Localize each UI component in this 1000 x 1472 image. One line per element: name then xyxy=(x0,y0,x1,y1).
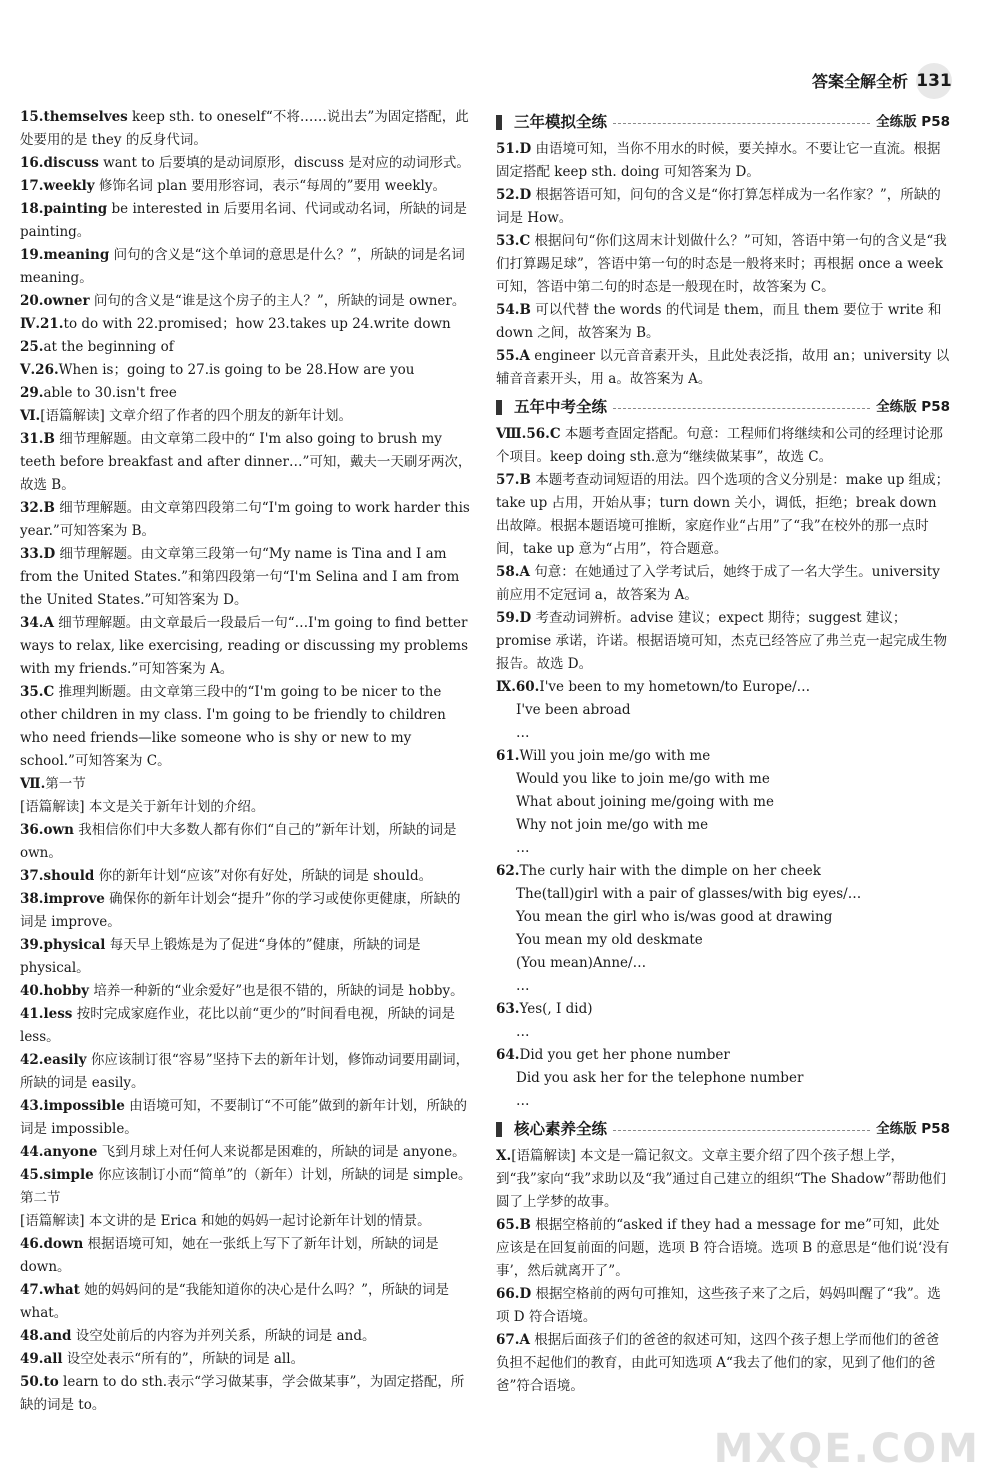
section-badge: 全练版 P58 xyxy=(876,113,950,130)
answer-entry xyxy=(20,1210,472,1233)
answer-entry xyxy=(20,1003,472,1049)
answer-alternative: … xyxy=(516,978,530,994)
answer-number: 38.improve xyxy=(20,891,105,907)
answer-text: 本题考查固定搭配。句意：工程师们将继续和公司的经理讨论那个项目。keep doing sth.意为“继续做某事”，故选 C。 xyxy=(496,426,943,465)
answer-text: 她的妈妈问的是“我能知道你的决心是什么吗？”，所缺的词是 what。 xyxy=(20,1282,449,1321)
answer-alternative: You mean my old deskmate xyxy=(516,932,703,948)
answer-text: [语篇解读] 本文讲的是 Erica 和她的妈妈一起讨论新年计划的情景。 xyxy=(20,1213,431,1229)
answer-number: 15.themselves xyxy=(20,109,128,125)
answer-entry xyxy=(20,152,472,175)
answer-number: 31.B xyxy=(20,431,55,447)
answer-alternative: (You mean)Anne/… xyxy=(516,955,647,971)
dashed-divider xyxy=(613,408,870,409)
answer-alternative: … xyxy=(516,1024,530,1040)
answer-text: 问句的含义是“这个单词的意思是什么？”，所缺的词是名词 meaning。 xyxy=(20,247,465,286)
answer-text: [语篇解读] 本文是关于新年计划的介绍。 xyxy=(20,799,265,815)
answer-entry xyxy=(496,561,950,607)
answer-text: 根据答语可知，问句的含义是“你打算怎样成为一名作家？”，所缺的词是 How。 xyxy=(496,187,941,226)
answer-entry xyxy=(20,819,472,865)
answer-text: 根据语境可知，她在一张纸上写下了新年计划，所缺的词是 down。 xyxy=(20,1236,439,1275)
answer-text: 按时完成家庭作业，花比以前“更少的”时间看电视，所缺的词是 less。 xyxy=(20,1006,455,1045)
answer-entry xyxy=(20,681,472,773)
answer-text: 句意：在她通过了入学考试后，她终于成了一名大学生。university 前应用不定冠词 a，故答案为 A。 xyxy=(496,564,940,603)
answer-number: 65.B xyxy=(496,1217,531,1233)
section-header-wunian xyxy=(496,395,950,419)
answer-entry xyxy=(496,860,950,883)
answer-text: 根据空格前的“asked if they had a message for me”可知，此处应该是在回复前面的问题，选项 B 符合语境。选项 B 的意思是“他们说‘没有事’，然后就离开了”。 xyxy=(496,1217,950,1279)
answer-entry xyxy=(496,469,950,561)
answer-number: 33.D xyxy=(20,546,56,562)
answer-text: Yes(, I did) xyxy=(519,1001,593,1017)
answer-text: 根据问句“你们这周末计划做什么？”可知，答语中第一句的含义是“我们打算踢足球”，答语中第一句的时态是一般将来时；再根据 once a week 可知，答语中第二句的时态是一般现在时，故答案为 C。 xyxy=(496,233,947,295)
section-bar-icon xyxy=(496,1122,502,1137)
answer-text: The curly hair with the dimple on her cheek xyxy=(519,863,821,879)
answer-text: 你的新年计划“应该”对你有好处，所缺的词是 should。 xyxy=(94,868,433,884)
answer-number: 29. xyxy=(20,385,44,401)
answer-text: 你应该制订很“容易”坚持下去的新年计划，修饰动词要用副词，所缺的词是 easily。 xyxy=(20,1052,470,1091)
answer-number: 63. xyxy=(496,1001,520,1017)
answer-entry xyxy=(496,138,950,184)
answer-number: 61. xyxy=(496,748,520,764)
answer-number: Ⅳ.21. xyxy=(20,316,64,332)
answer-text: 由语境可知，不要制订“不可能”做到的新年计划，所缺的词是 impossible。 xyxy=(20,1098,467,1137)
answer-entry xyxy=(20,175,472,198)
answer-entry xyxy=(20,543,472,612)
answer-number: 19.meaning xyxy=(20,247,110,263)
answer-entry xyxy=(20,1233,472,1279)
answer-number: 43.impossible xyxy=(20,1098,125,1114)
right-column xyxy=(496,106,950,1398)
answer-number: 46.down xyxy=(20,1236,84,1252)
answer-text: 我相信你们中大多数人都有你们“自己的”新年计划，所缺的词是 own。 xyxy=(20,822,457,861)
answer-text: 细节理解题。由文章第二段中的“ I'm also going to brush my teeth before breakfast and after dinner…”可知，戴夫一天刷牙两次，故选 B。 xyxy=(20,431,472,493)
answer-number: 62. xyxy=(496,863,520,879)
answer-text: be interested in 后要用名词、代词或动名词，所缺的词是 painting。 xyxy=(20,201,467,240)
answer-number: 32.B xyxy=(20,500,55,516)
answer-alternative: Why not join me/go with me xyxy=(516,817,709,833)
answer-text: Did you get her phone number xyxy=(519,1047,730,1063)
answer-entry xyxy=(20,405,472,428)
answer-alternative: You mean the girl who is/was good at drawing xyxy=(516,909,833,925)
answer-entry xyxy=(20,865,472,888)
section-title: 五年中考全练 xyxy=(514,397,608,416)
page-header xyxy=(812,64,952,98)
answer-number: 54.B xyxy=(496,302,531,318)
answer-number: 34.A xyxy=(20,615,54,631)
answer-entry xyxy=(496,1044,950,1067)
answer-entry xyxy=(20,382,472,405)
answer-number: Ⅴ.26. xyxy=(20,362,59,378)
answer-number: 44.anyone xyxy=(20,1144,98,1160)
answer-number: 53.C xyxy=(496,233,531,249)
answer-text: 根据后面孩子们的爸爸的叙述可知，这四个孩子想上学而他们的爸爸负担不起他们的教育，由此可知选项 A“我去了他们的家，见到了他们的爸爸”符合语境。 xyxy=(496,1332,940,1394)
answer-number: 57.B xyxy=(496,472,531,488)
answer-number: 52.D xyxy=(496,187,532,203)
answer-text: keep sth. to oneself“不将……说出去”为固定搭配，此处要用的是 they 的反身代词。 xyxy=(20,109,469,148)
answer-entry xyxy=(20,796,472,819)
answer-alternative: I've been abroad xyxy=(516,702,631,718)
answer-entry xyxy=(20,313,472,336)
answer-entry xyxy=(20,980,472,1003)
section-badge: 全练版 P58 xyxy=(876,1120,950,1137)
answer-text: engineer 以元音音素开头，且此处表泛指，故用 an；university 以辅音音素开头，用 a。故答案为 A。 xyxy=(496,348,950,387)
answer-text: Will you join me/go with me xyxy=(519,748,711,764)
answer-entry xyxy=(496,423,950,469)
answer-entry xyxy=(20,290,472,313)
answer-text: 飞到月球上对任何人来说都是困难的，所缺的词是 anyone。 xyxy=(97,1144,466,1160)
answer-entry xyxy=(496,607,950,676)
answer-number: 16.discuss xyxy=(20,155,99,171)
answer-text: 第二节 xyxy=(20,1190,61,1206)
answer-number: 42.easily xyxy=(20,1052,87,1068)
answer-entry xyxy=(20,1187,472,1210)
answer-entry xyxy=(20,1371,472,1417)
answer-entry xyxy=(20,106,472,152)
answer-text: learn to do sth.表示“学习做某事，学会做某事”，为固定搭配，所缺的词是 to。 xyxy=(20,1374,465,1413)
answer-number: 20.owner xyxy=(20,293,90,309)
answer-text: 本题考查动词短语的用法。四个选项的含义分别是：make up 组成；take up 占用，开始从事；turn down 关小，调低，拒绝；break down 出故障。根据本题语境可推断，家庭作业“占用”了“我”在校外的那一点时间，take up 意为“占用”，符合题意。 xyxy=(496,472,950,557)
answer-number: 45.simple xyxy=(20,1167,94,1183)
answer-number: 37.should xyxy=(20,868,95,884)
answer-text: to do with 22.promised；how 23.takes up 24.write down xyxy=(63,316,451,332)
answer-text: 考查动词辨析。advise 建议；expect 期待；suggest 建议；promise 承诺，许诺。根据语境可知，杰克已经答应了弗兰克一起完成生物报告。故选 D。 xyxy=(496,610,948,672)
answer-entry xyxy=(20,198,472,244)
answer-alternative: … xyxy=(516,1093,530,1109)
answer-text: 细节理解题。由文章第四段第二句“I'm going to work harder this year.”可知答案为 B。 xyxy=(20,500,470,539)
answer-entry xyxy=(20,1348,472,1371)
section-header-hexin xyxy=(496,1117,950,1141)
answer-text: 设空处表示“所有的”，所缺的词是 all。 xyxy=(62,1351,305,1367)
answer-number: 59.D xyxy=(496,610,532,626)
answer-entry xyxy=(20,888,472,934)
answer-entry xyxy=(20,1279,472,1325)
answer-alternative: The(tall)girl with a pair of glasses/with big eyes/… xyxy=(516,886,862,902)
answer-text: 细节理解题。由文章第三段第一句“My name is Tina and I am from the United States.”和第四段第一句“I'm Selina and I am from the United States.”可知答案为 D。 xyxy=(20,546,460,608)
answer-text: [语篇解读] 本文是一篇记叙文。文章主要介绍了四个孩子想上学，到“我”家向“我”求助以及“我”通过自己建立的组织“The Shadow”帮助他们圆了上学梦的故事。 xyxy=(496,1148,947,1210)
answer-number: Ⅹ. xyxy=(496,1148,512,1164)
answer-entry xyxy=(20,428,472,497)
answer-entry xyxy=(496,745,950,768)
answer-text: able to 30.isn't free xyxy=(43,385,177,401)
answer-entry xyxy=(20,244,472,290)
answer-entry xyxy=(496,345,950,391)
answer-entry xyxy=(496,1329,950,1398)
answer-number: 18.painting xyxy=(20,201,108,217)
left-column xyxy=(20,106,472,1417)
answer-entry xyxy=(496,230,950,299)
answer-entry xyxy=(20,612,472,681)
answer-entry xyxy=(20,497,472,543)
answer-number: 47.what xyxy=(20,1282,80,1298)
answer-text: 可以代替 the words 的代词是 them，而且 them 要位于 write 和 down 之间，故答案为 B。 xyxy=(496,302,942,341)
answer-number: 64. xyxy=(496,1047,520,1063)
answer-text: 每天早上锻炼是为了促进“身体的”健康，所缺的词是 physical。 xyxy=(20,937,421,976)
answer-number: 36.own xyxy=(20,822,74,838)
answer-entry xyxy=(20,336,472,359)
answer-text: 问句的含义是“谁是这个房子的主人？”，所缺的词是 owner。 xyxy=(89,293,466,309)
answer-number: 25. xyxy=(20,339,44,355)
answer-alternative: … xyxy=(516,840,530,856)
answer-number: Ⅵ. xyxy=(20,408,41,424)
answer-number: 41.less xyxy=(20,1006,73,1022)
dashed-divider xyxy=(613,1130,870,1131)
answer-entry xyxy=(496,184,950,230)
answer-text: 细节理解题。由文章最后一段最后一句“…I'm going to find better ways to relax, like exercising, reading or discussing my problems with my friends.”可知答案为 A。 xyxy=(20,615,468,677)
answer-text: When is；going to 27.is going to be 28.How are you xyxy=(58,362,415,378)
answer-text: I've been to my hometown/to Europe/… xyxy=(539,679,811,695)
watermark: MXQE.COM xyxy=(713,1426,980,1472)
answer-text: 设空处前后的内容为并列关系，所缺的词是 and。 xyxy=(71,1328,376,1344)
section-bar-icon xyxy=(496,400,502,415)
answer-entry xyxy=(20,1164,472,1187)
answer-text: at the beginning of xyxy=(43,339,174,355)
section-bar-icon xyxy=(496,115,502,130)
answer-entry xyxy=(496,1145,950,1214)
answer-text: 推理判断题。由文章第三段中的“I'm going to be nicer to the other children in my class. I'm going to be friendly to children who need friends—like someone who is shy or new to my school.”可知答案为 C。 xyxy=(20,684,446,769)
answer-entry xyxy=(20,1141,472,1164)
answer-number: 50.to xyxy=(20,1374,59,1390)
page-number: 131 xyxy=(916,63,952,99)
answer-entry xyxy=(20,359,472,382)
answer-number: 66.D xyxy=(496,1286,532,1302)
header-title: 答案全解全析 xyxy=(811,71,908,91)
answer-entry xyxy=(20,1095,472,1141)
answer-text: 你应该制订小而“简单”的（新年）计划，所缺的词是 simple。 xyxy=(93,1167,472,1183)
answer-number: Ⅸ.60. xyxy=(496,679,540,695)
answer-number: 51.D xyxy=(496,141,532,157)
answer-number: Ⅶ. xyxy=(20,776,46,792)
section-title: 三年模拟全练 xyxy=(514,112,608,131)
section-header-sannian xyxy=(496,110,950,134)
answer-alternative: Did you ask her for the telephone number xyxy=(516,1070,804,1086)
answer-alternative: What about joining me/going with me xyxy=(516,794,774,810)
answer-entry xyxy=(496,1283,950,1329)
dashed-divider xyxy=(613,123,870,124)
answer-number: 17.weekly xyxy=(20,178,95,194)
section-badge: 全练版 P58 xyxy=(876,398,950,415)
answer-text: 根据空格前的两句可推知，这些孩子来了之后，妈妈叫醒了“我”。选项 D 符合语境。 xyxy=(496,1286,941,1325)
answer-number: 49.all xyxy=(20,1351,63,1367)
answer-entry xyxy=(20,934,472,980)
answer-number: 58.A xyxy=(496,564,530,580)
answer-entry xyxy=(20,1049,472,1095)
answer-number: 39.physical xyxy=(20,937,106,953)
answer-entry xyxy=(20,773,472,796)
answer-text: [语篇解读] 文章介绍了作者的四个朋友的新年计划。 xyxy=(40,408,353,424)
answer-number: 55.A xyxy=(496,348,530,364)
answer-text: 确保你的新年计划会“提升”你的学习或使你更健康，所缺的词是 improve。 xyxy=(20,891,461,930)
answer-text: 培养一种新的“业余爱好”也是很不错的，所缺的词是 hobby。 xyxy=(89,983,464,999)
answer-entry xyxy=(496,1214,950,1283)
answer-text: 第一节 xyxy=(45,776,86,792)
answer-number: 35.C xyxy=(20,684,55,700)
answer-alternative: Would you like to join me/go with me xyxy=(516,771,770,787)
answer-entry xyxy=(20,1325,472,1348)
answer-text: 由语境可知，当你不用水的时候，要关掉水。不要让它一直流。根据固定搭配 keep sth. doing 可知答案为 D。 xyxy=(496,141,941,180)
answer-entry xyxy=(496,676,950,699)
answer-entry xyxy=(496,998,950,1021)
answer-number: 40.hobby xyxy=(20,983,90,999)
answer-text: 修饰名词 plan 要用形容词，表示“每周的”要用 weekly。 xyxy=(94,178,446,194)
answer-number: 67.A xyxy=(496,1332,530,1348)
answer-alternative: … xyxy=(516,725,530,741)
answer-text: want to 后要填的是动词原形，discuss 是对应的动词形式。 xyxy=(98,155,470,171)
section-title: 核心素养全练 xyxy=(514,1119,608,1138)
answer-number: Ⅷ.56.C xyxy=(496,426,561,442)
answer-entry xyxy=(496,299,950,345)
answer-number: 48.and xyxy=(20,1328,72,1344)
